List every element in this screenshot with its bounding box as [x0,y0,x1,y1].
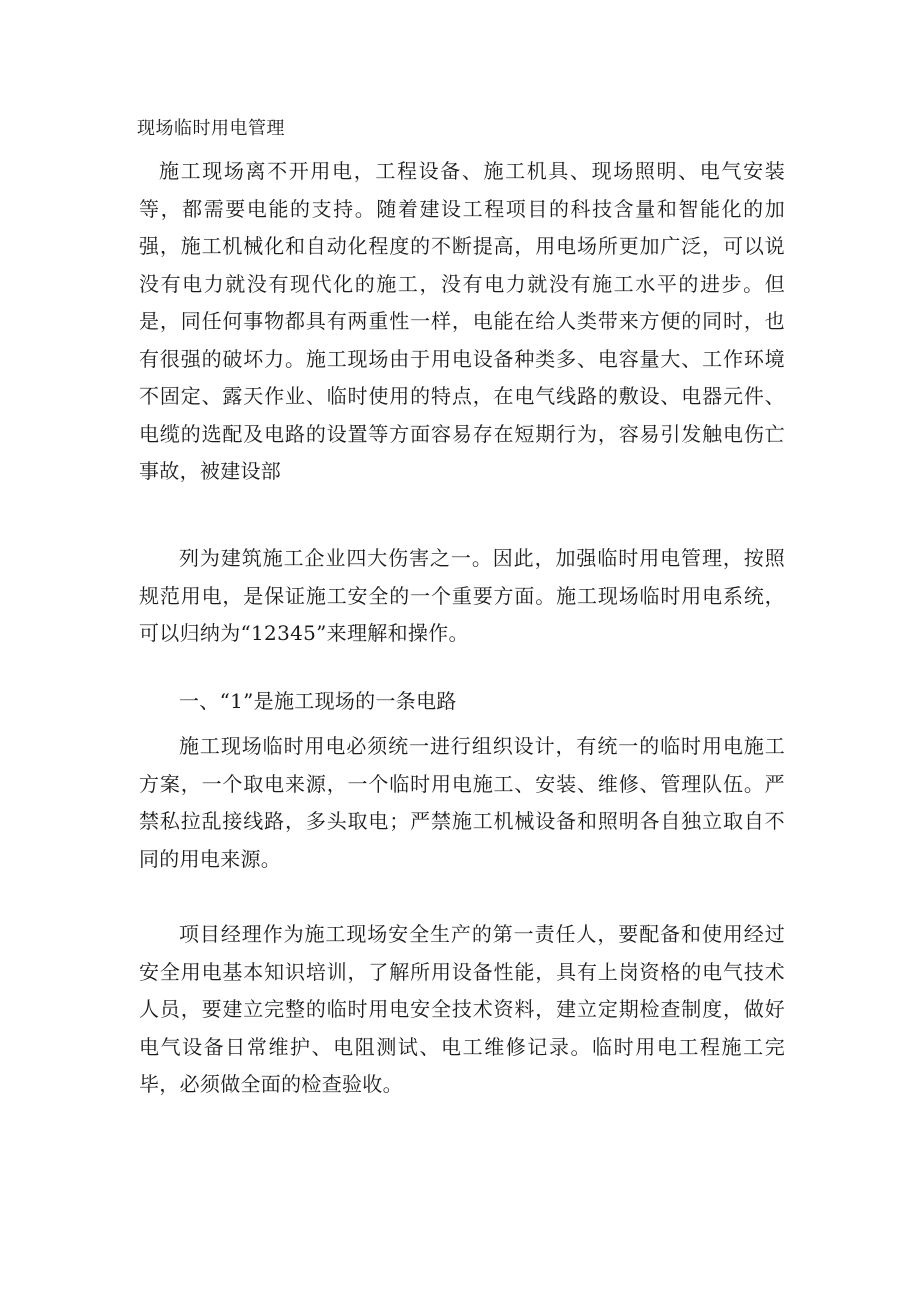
section-heading-1: 一、“1”是施工现场的一条电路 [179,689,457,713]
paragraph-section-1-body: 施工现场临时用电必须统一进行组织设计，有统一的临时用电施工方案，一个取电来源，一个临时用电施工、安装、维修、管理队伍。严禁私拉乱接线路，多头取电；严禁施工机械设备和照明各自独立取自不同的用电来源。 [139,734,785,871]
paragraph-intro: 施工现场离不开用电，工程设备、施工机具、现场照明、电气安装等，都需要电能的支持。随着建设工程项目的科技含量和智能化的加强，施工机械化和自动化程度的不断提高，用电场所更加广泛，可以说没有电力就没有现代化的施工，没有电力就没有施工水平的进步。但是，同任何事物都具有两重性一样，电能在给人类带来方便的同时，也有很强的破坏力。施工现场由于用电设备种类多、电容量大、工作环境不固定、露天作业、临时使用的特点，在电气线路的敷设、电器元件、电缆的选配及电路的设置等方面容易存在短期行为，容易引发触电伤亡事故，被建设部 [139,159,785,483]
paragraph-project-manager: 项目经理作为施工现场安全生产的第一责任人，要配备和使用经过安全用电基本知识培训，了解所用设备性能，具有上岗资格的电气技术人员，要建立完整的临时用电安全技术资料，建立定期检查制度，做好电气设备日常维护、电阻测试、电工维修记录。临时用电工程施工完毕，必须做全面的检查验收。 [139,922,785,1096]
paragraph-continuation: 列为建筑施工企业四大伤害之一。因此，加强临时用电管理，按照规范用电，是保证施工安全的一个重要方面。施工现场临时用电系统，可以归纳为“12345”来理解和操作。 [139,546,785,645]
document-title: 现场临时用电管理 [137,118,285,139]
